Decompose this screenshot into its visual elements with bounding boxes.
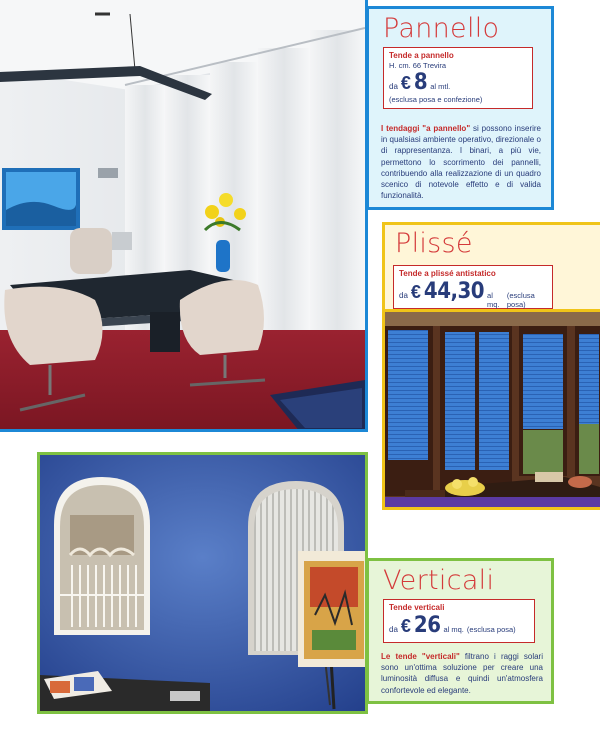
pannello-product-spec: H. cm. 66 Trevira (389, 61, 447, 70)
plisse-title: Plissé (395, 228, 473, 259)
pannello-note: (esclusa posa e confezione) (389, 95, 483, 104)
plisse-blinds-photo (382, 312, 600, 510)
plisse-unit: al mq. (487, 291, 500, 309)
plisse-price: 44,30 (423, 279, 485, 304)
pannello-desc-text: si possono inserire in qualsiasi ambiente operativo, direzionale o di rappresentanza. I binari, a più vie, permettono lo scorrimento dei pannelli, contribuendo alla realizzazione di un quadro scenico di notevole effetto e di valida funzionalità. (381, 124, 541, 201)
verticali-desc-text: filtrano i raggi solari sono un'ottima soluzione per creare una luminosità diffusa e quindi un'atmosfera confortevole ed elegante. (381, 652, 543, 695)
pannello-title: Pannello (383, 13, 500, 44)
pannello-currency: € (400, 73, 411, 93)
verticali-price-prefix: da (389, 625, 398, 634)
verticali-price-row (389, 613, 529, 638)
plisse-price-box (393, 265, 553, 309)
pannello-unit: al mtl. (430, 82, 451, 91)
plisse-price-prefix: da (399, 291, 408, 300)
plisse-price-row (399, 279, 547, 309)
verticali-note: (esclusa posa) (466, 625, 516, 634)
verticali-price: 26 (413, 613, 441, 638)
plisse-note: (esclusa posa) (506, 291, 535, 309)
verticali-unit: al mq. (443, 625, 464, 634)
pannello-desc-highlight: I tendaggi "a pannello" (381, 124, 471, 133)
verticali-currency: € (400, 616, 411, 636)
pannello-price-prefix: da (389, 82, 398, 91)
verticali-desc-highlight: Le tende "verticali" (381, 652, 460, 661)
pannello-price: 8 (413, 70, 428, 95)
verticali-description (381, 651, 543, 696)
verticali-info-panel (366, 558, 554, 704)
office-panel-curtains-photo (0, 0, 368, 432)
verticali-title: Verticali (383, 565, 495, 596)
vertical-blinds-photo (37, 452, 368, 714)
pannello-price-box (383, 47, 533, 109)
plisse-product-name: Tende a plissé antistatico (399, 269, 496, 278)
pannello-price-row (389, 70, 527, 95)
verticali-product-name: Tende verticali (389, 603, 445, 612)
verticali-price-box (383, 599, 535, 643)
pannello-info-panel (366, 6, 554, 210)
pannello-product-name: Tende a pannello (389, 51, 454, 60)
plisse-currency: € (410, 282, 421, 302)
pannello-description (381, 123, 541, 201)
plisse-info-panel (382, 222, 600, 312)
